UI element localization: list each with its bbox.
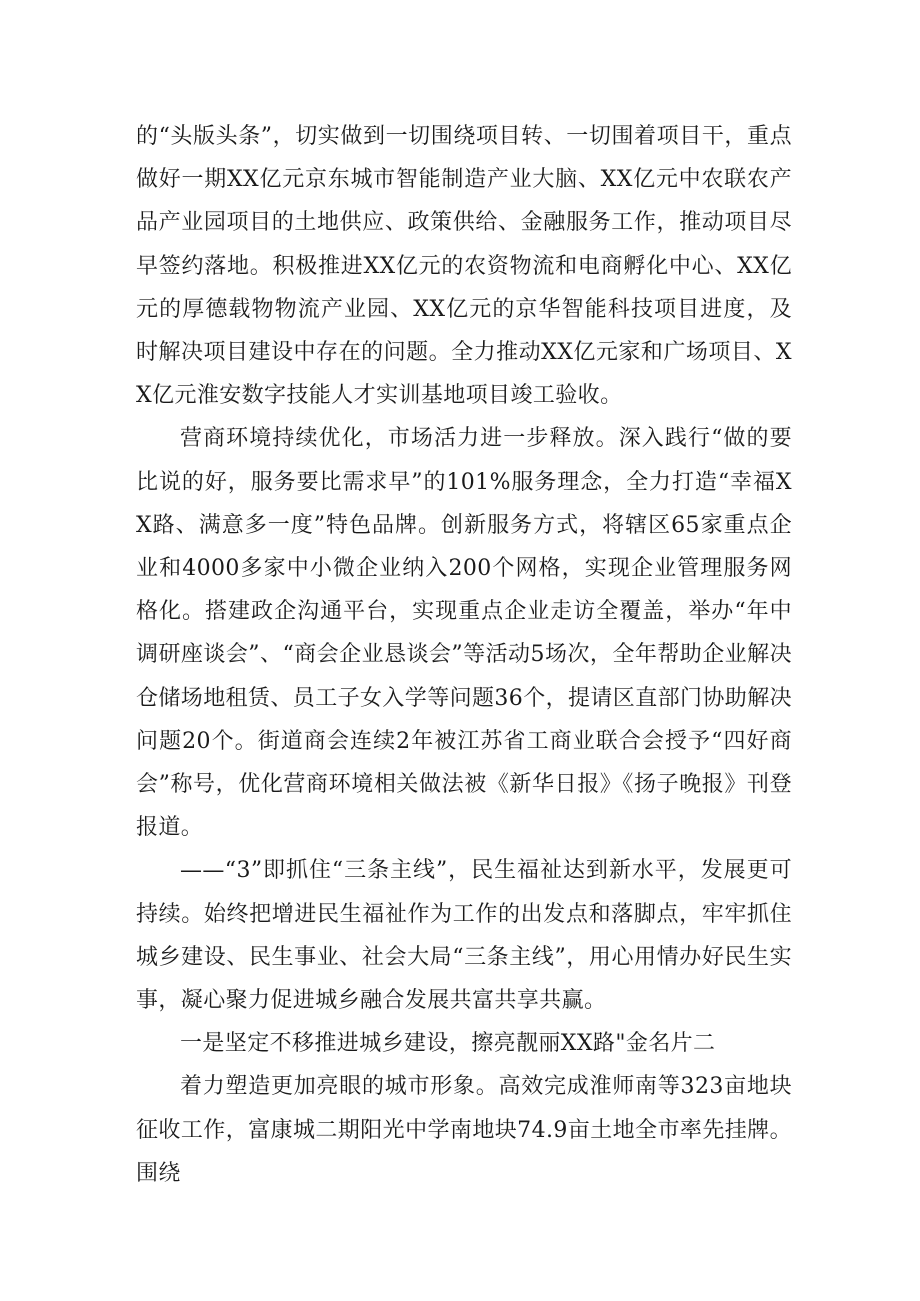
section-heading-urban-rural: 一是坚定不移推进城乡建设，擦亮靓丽XX路"金名片二 (180, 1031, 716, 1057)
paragraph-city-image: 着力塑造更加亮眼的城市形象。高效完成淮师南等323亩地块征收工作，富康城二期阳光中学南地块74.9亩土地全市率先挂牌。围绕 (136, 1074, 792, 1186)
paragraph-project-progress: 的“头版头条”，切实做到一切围绕项目转、一切围着项目干，重点做好一期XX亿元京东城市智能制造产业大脑、XX亿元中农联农产品产业园项目的土地供应、政策供给、金融服务工作，推动项目尽早签约落地。积极推进XX亿元的农资物流和电商孵化中心、XX亿元的厚德载物物流产业园、XX亿元的京华智能科技项目进度，及时解决项目建设中存在的问题。全力推动XX亿元家和广场项目、XX亿元淮安数字技能人才实训基地项目竣工验收。 (136, 124, 792, 409)
document-body (136, 115, 792, 1195)
paragraph-business-environment: 营商环境持续优化，市场活力进一步释放。深入践行“做的要比说的好，服务要比需求早”的101%服务理念，全力打造“幸福XX路、满意多一度”特色品牌。创新服务方式，将辖区65家重点企业和4000多家中小微企业纳入200个网格，实现企业管理服务网格化。搭建政企沟通平台，实现重点企业走访全覆盖，举办“年中调研座谈会”、“商会企业恳谈会”等活动5场次，全年帮助企业解决仓储场地租赁、员工子女入学等问题36个，提请区直部门协助解决问题20个。街道商会连续2年被江苏省工商业联合会授予“四好商会”称号，优化营商环境相关做法被《新华日报》《扬子晚报》刊登报道。 (136, 426, 792, 841)
paragraph-three-main-lines: ——“3”即抓住“三条主线”，民生福祉达到新水平，发展更可持续。始终把增进民生福祉作为工作的出发点和落脚点，牢牢抓住城乡建设、民生事业、社会大局“三条主线”，用心用情办好民生实事，凝心聚力促进城乡融合发展共富共享共赢。 (136, 858, 792, 1014)
